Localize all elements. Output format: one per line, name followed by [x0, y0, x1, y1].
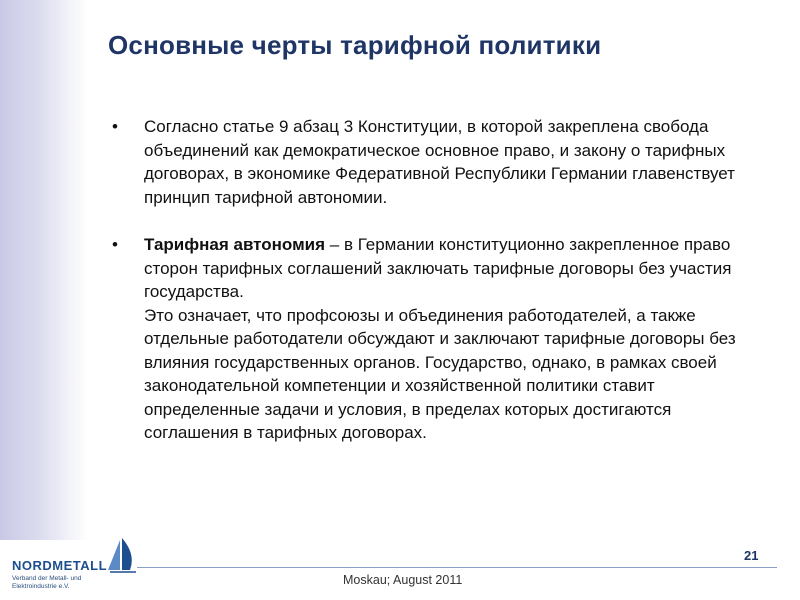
footer-text: Moskau; August 2011	[343, 573, 463, 587]
bullet-item-2	[112, 233, 752, 445]
footer-divider	[137, 567, 777, 568]
slide-content	[112, 115, 752, 445]
logo-subtitle-line1: Verband der Metall- und	[12, 575, 82, 582]
bullet-icon: •	[112, 117, 118, 136]
logo-subtitle-line2: Elektroindustrie e.V.	[12, 583, 70, 590]
side-gradient-decoration	[0, 0, 88, 540]
slide-title: Основные черты тарифной политики	[108, 30, 602, 60]
term-definition: – в Германии конституционно закрепленное право сторон тарифных соглашений заключать тарифные договоры без участия государства.	[144, 235, 732, 301]
term-tariff-autonomy: Тарифная автономия	[144, 235, 326, 254]
logo-wordmark: NORDMETALL	[12, 558, 108, 573]
bullet-text: Согласно статье 9 абзац 3 Конституции, в которой закреплена свобода объединений как демократическое основное право, и закону о тарифных договорах, в экономике Федеративной Республики Германии главенствует принцип тарифной автономии.	[144, 117, 735, 207]
bullet-icon: •	[112, 235, 118, 254]
term-explanation: Это означает, что профсоюзы и объединения работодателей, а также отдельные работодатели обсуждают и заключают тарифные договоры без влияния государственных органов. Государство, однако, в рамках своей законодательной компетенции и хозяйственной политики ставит определенные задачи и условия, в пределах которых достигаются соглашения в тарифных договорах.	[144, 305, 736, 442]
bullet-item-1	[112, 115, 752, 209]
sail-icon	[106, 538, 138, 574]
nordmetall-logo	[6, 538, 136, 598]
page-number: 21	[744, 548, 759, 563]
